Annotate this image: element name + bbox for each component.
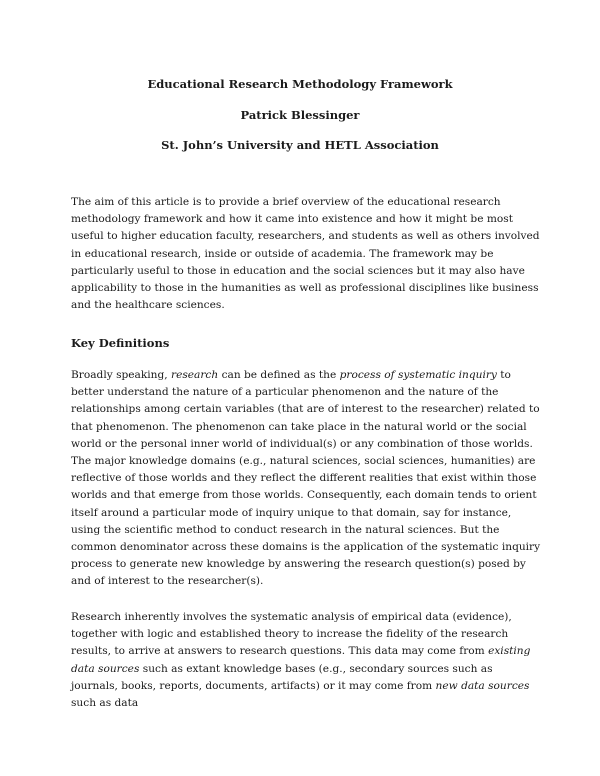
text-run: can be defined as the bbox=[218, 369, 340, 381]
emphasis-new-data-sources: new data sources bbox=[435, 679, 530, 692]
definitions-paragraph bbox=[71, 367, 541, 591]
author-name: Patrick Blessinger bbox=[240, 108, 360, 122]
text-run: such as extant knowledge bases (e.g., secondary sources such as journals, books, reports, documents, artifacts) or it may come from bbox=[71, 662, 493, 692]
emphasis-research: research bbox=[171, 369, 219, 381]
definitions-paragraph-block bbox=[71, 367, 541, 591]
document-title: Educational Research Methodology Framework bbox=[147, 77, 453, 91]
text-run: Research inherently involves the systematic analysis of empirical data (evidence), together with logic and established theory to increase the fidelity of the research results, to arrive at answers to research questions. This data may come from bbox=[71, 611, 512, 658]
emphasis-existing-data-sources: existing data sources bbox=[71, 645, 531, 675]
data-paragraph bbox=[71, 609, 541, 712]
emphasis-systematic-inquiry: process of systematic inquiry bbox=[339, 369, 497, 381]
data-paragraph-block bbox=[71, 609, 541, 712]
intro-paragraph-block bbox=[71, 194, 541, 314]
text-run: Broadly speaking, bbox=[71, 369, 172, 381]
text-run: such as data bbox=[71, 697, 139, 710]
intro-paragraph: The aim of this article is to provide a brief overview of the educational research methodology framework and how it came into existence and how it might be most useful to higher education faculty, researchers, and students as well as others involved in educational research, inside or outside of academia. The framework may be particularly useful to those in education and the social sciences but it may also have applicability to those in the humanities as well as professional disciplines like business and the healthcare sciences. bbox=[71, 196, 540, 312]
author-affiliation: St. John’s University and HETL Association bbox=[161, 138, 439, 152]
text-run: to better understand the nature of a particular phenomenon and the nature of the relationships among certain variables (that are of interest to the researcher) related to that phenomenon. The phenomenon can take place in the natural world or the social world or the personal inner world of individual(s) or any combination of those worlds. The major knowledge domains (e.g., natural sciences, social sciences, humanities) are reflective of those worlds and they reflect the different realities that exist within those worlds and that emerge from those worlds. Consequently, each domain tends to orient itself around a particular mode of inquiry unique to that domain, say for instance, using the scientific method to conduct research in the natural sciences. But the common denominator across these domains is the application of the systematic inquiry process to generate new knowledge by answering the research question(s) posed by and of interest to the researcher(s). bbox=[71, 369, 541, 588]
section-heading-key-definitions: Key Definitions bbox=[71, 336, 170, 350]
